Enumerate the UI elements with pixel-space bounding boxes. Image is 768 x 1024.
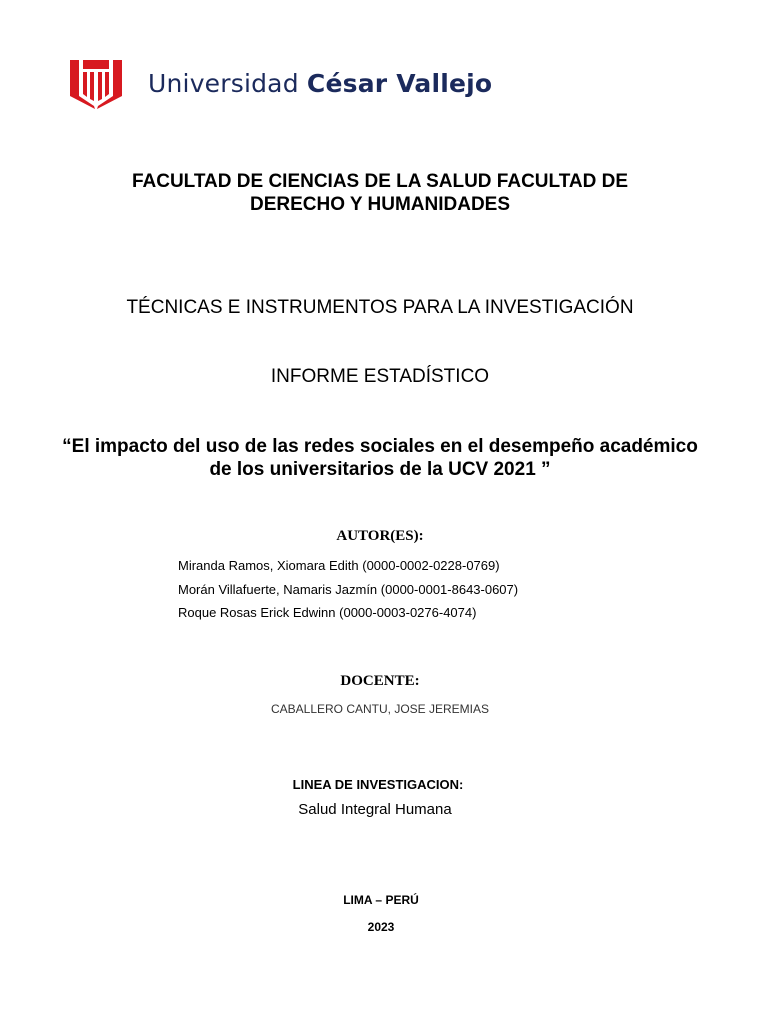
report-type: INFORME ESTADÍSTICO	[270, 366, 490, 387]
author-item: Roque Rosas Erick Edwinn (0000-0003-0276-4074)	[178, 605, 477, 620]
thesis-title: “El impacto del uso de las redes sociales en el desempeño académico de los universitarios de la UCV 2021 ”	[62, 436, 698, 480]
teacher-name: CABALLERO CANTU, JOSE JEREMIAS	[270, 702, 490, 716]
research-line-value: Salud Integral Humana	[298, 801, 452, 818]
university-logo	[68, 55, 492, 111]
authors-list	[178, 554, 518, 625]
course-title: TÉCNICAS E INSTRUMENTOS PARA LA INVESTIGACIÓN	[126, 297, 634, 318]
year: 2023	[367, 920, 395, 934]
author-item: Morán Villafuerte, Namaris Jazmín (0000-0001-8643-0607)	[178, 581, 519, 597]
city-country: LIMA – PERÚ	[343, 893, 419, 907]
university-name-bold: César Vallejo	[306, 68, 493, 98]
faculty-title: FACULTAD DE CIENCIAS DE LA SALUD FACULTAD DE DERECHO Y HUMANIDADES	[131, 171, 629, 215]
authors-heading: AUTOR(ES):	[336, 528, 424, 544]
university-name-light: Universidad	[148, 68, 307, 98]
research-line-heading: LINEA DE INVESTIGACION:	[292, 777, 464, 792]
ucv-shield-icon	[68, 56, 124, 110]
university-name	[148, 68, 493, 98]
teacher-heading: DOCENTE:	[340, 673, 420, 689]
author-item: Miranda Ramos, Xiomara Edith (0000-0002-0228-0769)	[178, 558, 500, 573]
